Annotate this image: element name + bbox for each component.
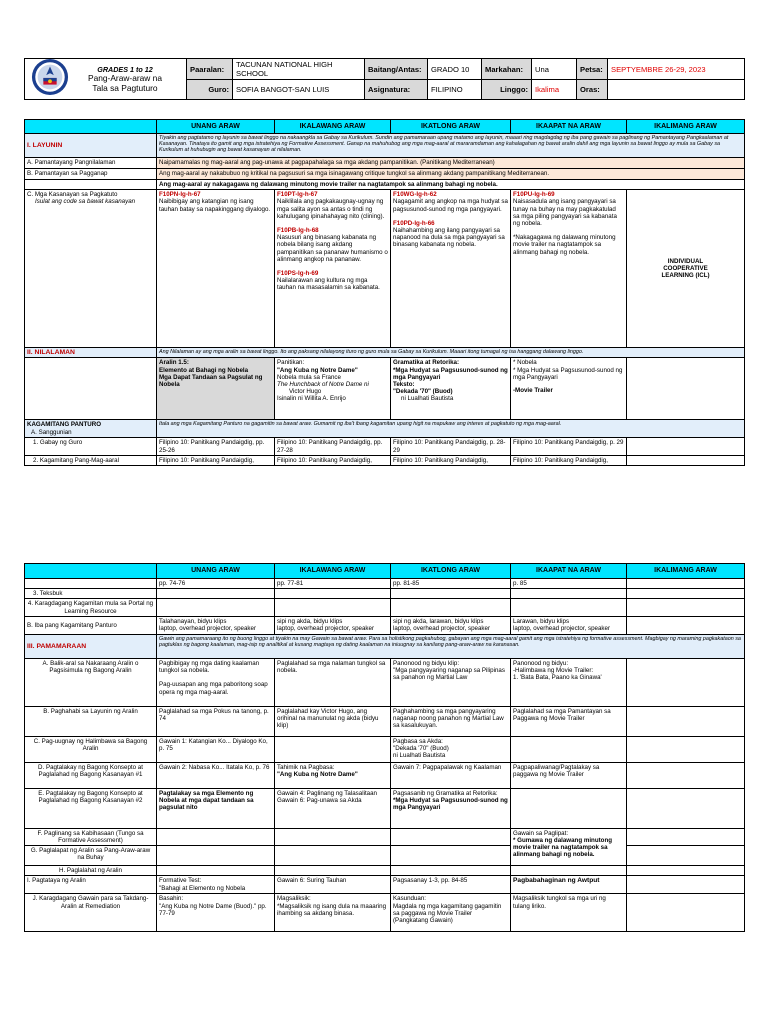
baitang-value: GRADO 10: [428, 59, 482, 80]
pamamaraan-label: III. PAMAMARAAN: [25, 634, 157, 658]
paglinang-day4-b: * Gumawa ng dalawang minutong movie trailer na nagtatampok sa alinmang bahagi ng nobela.: [513, 837, 613, 859]
t2-day-1: UNANG ARAW: [157, 564, 275, 579]
balik-aral-day4: Panonood ng bidyu: -Halimbawa ng Movie Trailer: 1. 'Bata Bata, Paano ka Ginawa': [511, 658, 627, 706]
nilalaman-day2-a: Panitikan:: [277, 359, 305, 367]
code-f10ps: F10PS-Ig-h-69: [277, 270, 319, 278]
teksbuk-day2: [275, 589, 391, 599]
kasanayan-day4-text1: Naisasadula ang isang pangyayari sa tunay na buhay na may pagkakatulad sa mga piling pangyayari sa kabanata ng nobela.: [513, 198, 617, 228]
layunin-text: Tiyakin ang pagtatamo ng layunin sa bawat linggo na nakaangkla sa Gabay sa Kurikulum. Sundin ang pamamaraan upang matamo ang layunin, maaari ring magdagdag ng iba pang gawain sa paglinang ng Pamantayang Pangkaalaman at Kasanayan. Tinataya ito gamit ang mga istratehiya ng Formative Assessment. Ganap na mahuhubog ang mga mag-aaral at mararamdaman ang kahalagahan ng bawat aralin dahil ang mga layunin sa bawat linggo ay mula sa Gabay sa Kurikulum at huhubugin ang bawat kasanayan at nilalaman.: [157, 134, 745, 158]
pages-spacer: [25, 579, 157, 589]
nilalaman-day2-f: Isinalin ni Willita A. Enrijo: [277, 395, 346, 403]
pagtalakay-1-day3: Gawain 7: Pagpapalawak ng Kaalaman: [391, 762, 511, 788]
code-f10pu: F10PU-Ig-h-69: [513, 191, 555, 199]
paglalapat-day5: [627, 846, 745, 866]
kasanayan-day2-text1: Naiklilala ang pagkakaugnay-ugnay ng mga salita ayon sa antas o tindi ng kahulugang ipinahahayag nito (clining).: [277, 198, 385, 220]
nilalaman-day2-e: Victor Hugo: [289, 388, 322, 396]
pages-day3: pp. 81-85: [391, 579, 511, 589]
nilalaman-day2-b: "Ang Kuba ng Notre Dame": [277, 366, 358, 374]
pamamaraan-text: Gawin ang pamamaraang ito ng buong linggo at tiyakin na may Gawain sa bawat araw. Para sa holistikong pagkahubog, gabayan ang mga mag-aaral gamit ang mga istratehiya ng formative assessment. Magbigay ng maraming pagkakataon sa pagtuklas ng bagong kaalaman, mag-isip ng analitikal at kusang magtaya ng dating kaalaman na iniuugnay sa kanilang pang-araw-araw na karanasan.: [157, 634, 745, 658]
iba-pang-kagamitan-day4: Larawan, bidyu klips laptop, overhead projector, speaker: [511, 616, 627, 634]
gabay-guro-day5: [627, 438, 745, 455]
paghahabi-day1: Paglalahad sa mga Pokus na tanong, p. 74: [157, 706, 275, 736]
teksbuk-day1: [157, 589, 275, 599]
markahan-label: Markahan:: [482, 59, 532, 80]
kasanayan-day2-text2: Nasusuri ang binasang kabanata ng nobela bilang isang akdang pampanitikan sa pananaw humanismo o alinmang angkop na pananaw.: [277, 234, 388, 263]
paghahabi-label: B. Paghahabi sa Layunin ng Aralin: [25, 706, 157, 736]
doc-title-line2: Tala sa Pagtuturo: [92, 82, 158, 93]
pagtataya-day4: Pagbabahaginan ng Awtput: [511, 876, 627, 894]
paglalapat-label: G. Paglalapat ng Aralin sa Pang-Araw-araw na Buhay: [25, 846, 157, 866]
kagamitang-mag-aaral-label: 2. Kagamitang Pang-Mag-aaral: [25, 455, 157, 465]
pagtataya-day2: Gawain 6: Suring Tauhan: [275, 876, 391, 894]
pagtalakay-2-day2: Gawain 4: Paglinang ng Talasalitaan Gawain 6: Pag-unawa sa Akda: [275, 788, 391, 828]
paglalahat-day5: [627, 866, 745, 876]
kagamitang-panturo-label: KAGAMITANG PANTURO: [27, 421, 102, 429]
asignatura-value: FILIPINO: [428, 80, 482, 100]
pagtalakay-1-day5: [627, 762, 745, 788]
pages-day1: pp. 74-76: [157, 579, 275, 589]
balik-aral-day5: [627, 658, 745, 706]
nilalaman-text: Ang Nilalaman ay ang mga aralin sa bawat linggo. Ito ang paksang nilalayong ituro ng guro mula sa Gabay sa Kurikulum. Maaari itong tumagal ng isa hanggang dalawang linggo.: [157, 348, 745, 358]
teksbuk-label: 3. Teksbuk: [25, 589, 157, 599]
kasanayan-day1-text: Naibibigay ang katangian ng isang tauhan batay sa napakinggang diyalogo.: [159, 198, 271, 213]
lr-day4: [511, 599, 627, 616]
kasanayan-day4-text2: *Nakagagawa ng dalawang minutong movie trailer na nagtatampok sa alinmang bahagi ng nobela.: [513, 234, 616, 256]
pagtalakay-2-day3-a: Pagsasanib ng Gramatika at Retorika:: [393, 789, 498, 797]
paglalapat-day2: [275, 846, 391, 866]
kasanayan-day5: INDIVIDUAL COOPERATIVE LEARNING (ICL): [627, 190, 745, 348]
nilalaman-spacer: [25, 358, 157, 420]
paaralan-value: TACUNAN NATIONAL HIGH SCHOOL: [233, 59, 365, 80]
nilalaman-day4-a: * Nobela: [513, 359, 537, 367]
teksbuk-day4: [511, 589, 627, 599]
code-f10pt: F10PT-Ig-h-67: [277, 191, 318, 199]
iba-pang-kagamitan-day3: sipi ng akda, larawan, bidyu klips laptop, overhead projector, speaker: [391, 616, 511, 634]
nilalaman-day5: [627, 358, 745, 420]
takdang-aralin-day4: Magsaliksik tungkol sa mga uri ng tulang liriko.: [511, 894, 627, 932]
pagtalakay-2-day3: [391, 788, 511, 828]
pagganap-text-2: Ang mag-aaral ay nakagagawa ng dalawang minutong movie trailer na nagtatampok sa alinmang bahagi ng nobela.: [157, 180, 745, 190]
lesson-table-2: [24, 563, 745, 932]
paglalapat-day3: [391, 846, 511, 866]
kasanayan-day2-text3: Nailalarawan ang kultura ng mga tauhan na masasalamin sa kabanata.: [277, 277, 380, 292]
takdang-aralin-day3: Kasunduan: Magdala ng mga kagamitang gagamitin sa paggawa ng Movie Trailer (Pangkatang Gawain): [391, 894, 511, 932]
paglalahat-label: H. Paglalahat ng Aralin: [25, 866, 157, 876]
lesson-table-1: [24, 119, 745, 466]
sanggunian-label: A. Sanggunian: [31, 428, 72, 436]
kagamitang-panturo-cell: [25, 420, 157, 438]
lr-day2: [275, 599, 391, 616]
header-table: [24, 58, 745, 100]
pagtalakay-2-label: E. Pagtalakay ng Bagong Konsepto at Paglalahad ng Bagong Kasanayan #2: [25, 788, 157, 828]
pamantayan-pagganap-label: B. Pamantayan sa Pagganap: [25, 169, 157, 180]
balik-aral-day2: Paglalahad sa mga nalaman tungkol sa nobela.: [275, 658, 391, 706]
code-f10wg: F10WG-Ig-h-62: [393, 191, 437, 199]
t2-day-2: IKALAWANG ARAW: [275, 564, 391, 579]
pagtalakay-2-day5: [627, 788, 745, 828]
gabay-guro-day3: Filipino 10: Panitikang Pandaigdig, p. 28-29: [391, 438, 511, 455]
pagtalakay-1-label: D. Pagtalakay ng Bagong Konsepto at Paglalahad ng Bagong Kasanayan #1: [25, 762, 157, 788]
karagdagang-kagamitan-label: 4. Karagdagang Kagamitan mula sa Portal ng Learning Resource: [25, 599, 157, 616]
nilalaman-day1: Aralin 1.5: Elemento at Bahagi ng Nobela Mga Dapat Tandaan sa Pagsulat ng Nobela: [157, 358, 275, 420]
kagamitang-mag-aaral-day4: Filipino 10: Panitikang Pandaigdig,: [511, 455, 627, 465]
iba-pang-kagamitan-day5: [627, 616, 745, 634]
pagtalakay-1-day2: [275, 762, 391, 788]
kasanayan-day3: [391, 190, 511, 348]
code-f10pn: F10PN-Ig-h-67: [159, 191, 201, 199]
iba-pang-kagamitan-day1: Talahanayan, bidyu klips laptop, overhead projector, speaker: [157, 616, 275, 634]
nilalaman-day2-d: The Hunchback of Notre Dame ni: [277, 381, 369, 389]
t1-day-2: IKALAWANG ARAW: [275, 120, 391, 134]
grades-label: GRADES 1 to 12: [97, 65, 153, 74]
kasanayan-day1: [157, 190, 275, 348]
nilalaman-day3-a: Gramatika at Retorika:: [393, 359, 460, 367]
paglinang-label: F. Paglinang sa Kabihasaan (Tungo sa Formative Assessment): [25, 828, 157, 845]
paglalahat-day3: [391, 866, 511, 876]
kagamitang-mag-aaral-day1: Filipino 10: Panitikang Pandaigdig,: [157, 455, 275, 465]
petsa-label: Petsa:: [577, 59, 608, 80]
oras-value: [608, 80, 745, 100]
lr-day3: [391, 599, 511, 616]
pag-uugnay-day5: [627, 736, 745, 762]
gabay-guro-day4: Filipino 10: Panitikang Pandaigdig, p. 29: [511, 438, 627, 455]
asignatura-label: Asignatura:: [365, 80, 428, 100]
t2-corner: [25, 564, 157, 579]
balik-aral-label: A. Balik-aral sa Nakaraang Aralin o Pagsisimula ng Bagong Aralin: [25, 658, 157, 706]
teksbuk-day3: [391, 589, 511, 599]
t1-day-5: IKALIMANG ARAW: [627, 120, 745, 134]
takdang-aralin-day2: Magsaliksik: *Magsaliksik ng isang dula na maaaring ihambing sa akdang binasa.: [275, 894, 391, 932]
paghahabi-day3: Paghahambing sa mga pangyayaring naganap noong panahon ng Martial Law sa kasalukuyan.: [391, 706, 511, 736]
gabay-guro-day1: Filipino 10: Panitikang Pandaigdig, pp. 25-26: [157, 438, 275, 455]
pagtalakay-1-day2-b: "Ang Kuba ng Notre Dame": [277, 771, 358, 779]
nilalaman-day4-b: * Mga Hudyat sa Pagsusunod-sunod ng mga Pangyayari: [513, 366, 623, 381]
paglinang-day2: [275, 828, 391, 845]
baitang-label: Baitang/Antas:: [365, 59, 428, 80]
pagtataya-day5: [627, 876, 745, 894]
nilalaman-day4-c: -Movie Trailer: [513, 387, 553, 395]
code-f10pb: F10PB-Ig-h-68: [277, 227, 319, 235]
paglinang-day4-a: Gawain sa Paglipat:: [513, 829, 569, 837]
pag-uugnay-day2: [275, 736, 391, 762]
gabay-guro-day2: Filipino 10: Panitikang Pandaigdig, pp. 27-28: [275, 438, 391, 455]
pagtataya-day3: Pagsasanay 1-3, pp. 84-85: [391, 876, 511, 894]
pag-uugnay-day3: Pagbasa sa Akda: "Dekada '70" (Buod) ni Lualhati Bautista: [391, 736, 511, 762]
pagganap-spacer: [25, 180, 157, 190]
header-title-cell: [25, 59, 187, 100]
takdang-aralin-day5: [627, 894, 745, 932]
paaralan-label: Paaralan:: [187, 59, 233, 80]
guro-label: Guro:: [187, 80, 233, 100]
t2-day-4: IKAAPAT NA ARAW: [511, 564, 627, 579]
paglalahat-day2: [275, 866, 391, 876]
pagtalakay-1-day1: Gawain 2: Nabasa Ko... Itatala Ko, p. 76: [157, 762, 275, 788]
pagtalakay-1-day4: Pagpapaliwanag/Pagtalakay sa paggawa ng Movie Trailer: [511, 762, 627, 788]
paghahabi-day4: Paglalahad sa mga Pamantayan sa Paggawa ng Movie Trailer: [511, 706, 627, 736]
kasanayan-label: C. Mga Kasanayan sa Pagkatuto: [27, 191, 118, 199]
oras-label: Oras:: [577, 80, 608, 100]
pag-uugnay-label: C. Pag-uugnay ng Halimbawa sa Bagong Aralin: [25, 736, 157, 762]
pages-day4: p. 85: [511, 579, 627, 589]
doc-title-line1: Pang-Araw-araw na: [87, 73, 162, 83]
pag-uugnay-day1: Gawain 1: Katangian Ko... Diyalogo Ko, p. 75: [157, 736, 275, 762]
t2-day-3: IKATLONG ARAW: [391, 564, 511, 579]
layunin-label: I. LAYUNIN: [25, 134, 157, 158]
pag-uugnay-day4: [511, 736, 627, 762]
nilalaman-day3-b: *Mga Hudyat sa Pagsusunod-sunod ng mga Pangyayari: [393, 366, 508, 381]
nilalaman-day3-d: "Dekada '70" (Buod): [393, 388, 453, 396]
paghahabi-day5: [627, 706, 745, 736]
nilalaman-day3: [391, 358, 511, 420]
t2-day-5: IKALIMANG ARAW: [627, 564, 745, 579]
paglalahat-day4: [511, 866, 627, 876]
paglinang-day5: [627, 828, 745, 845]
t1-corner: [25, 120, 157, 134]
nilalaman-day2-c: Nobela mula sa France: [277, 373, 341, 381]
nilalaman-day4: [511, 358, 627, 420]
kasanayan-sub: Isulat ang code sa bawat kasanayan: [35, 198, 136, 206]
pamantayang-pangnilalaman-text: Naipamamalas ng mag-aaral ang pag-unawa at pagpapahalaga sa mga akdang pampanitikan. (Panitikang Mediterranean): [157, 158, 745, 169]
pagtalakay-1-day2-a: Tahimik na Pagbasa:: [277, 763, 335, 771]
pages-day2: pp. 77-81: [275, 579, 391, 589]
balik-aral-day1: Pagbibigay ng mga dating kaalaman tungkol sa nobela. Pag-uusapan ang mga paboritong soap opera ng mga mag-aaral.: [157, 658, 275, 706]
paglinang-day4: [511, 828, 627, 865]
takdang-aralin-label: J. Karagdagang Gawain para sa Takdang-Aralin at Remediation: [25, 894, 157, 932]
guro-value: SOFIA BANGOT-SAN LUIS: [233, 80, 365, 100]
t1-day-3: IKATLONG ARAW: [391, 120, 511, 134]
pages-day5: [627, 579, 745, 589]
pamantayang-pangnilalaman-label: A. Pamantayang Pangnilalaman: [25, 158, 157, 169]
kagamitang-panturo-text: Itala ang mga Kagamitang Panturo na gagamitin sa bawat araw. Gumamit ng iba't ibang kagamitan upang higit na mapukaw ang interes at pagkatuto ng mga mag-aaral.: [157, 420, 745, 438]
gabay-guro-label: 1. Gabay ng Guro: [25, 438, 157, 455]
paglalahat-day1: [157, 866, 275, 876]
t1-day-4: IKAAPAT NA ARAW: [511, 120, 627, 134]
lr-day1: [157, 599, 275, 616]
kagamitang-mag-aaral-day2: Filipino 10: Panitikang Pandaigdig,: [275, 455, 391, 465]
pamantayan-pagganap-text: Ang mag-aaral ay nakabubuo ng kritikal na pagsusuri sa mga isinagawang critique tungkol sa alinmang akdang pampanitikang Mediterranean.: [157, 169, 745, 180]
pagtalakay-2-day4: [511, 788, 627, 828]
kasanayan-day4: [511, 190, 627, 348]
nilalaman-day2: [275, 358, 391, 420]
code-f10pd: F10PD-Ig-h-66: [393, 219, 435, 227]
kasanayan-day2: [275, 190, 391, 348]
nilalaman-day3-c: Teksto:: [393, 381, 415, 389]
paglinang-day1: [157, 828, 275, 845]
paglinang-day3: [391, 828, 511, 845]
paghahabi-day2: Paglalahad kay Victor Hugo, ang orihinal na manunulat ng akda (bidyu klip): [275, 706, 391, 736]
t1-day-1: UNANG ARAW: [157, 120, 275, 134]
linggo-label: Linggo:: [482, 80, 532, 100]
petsa-value: SEPTYEMBRE 26-29, 2023: [608, 59, 745, 80]
pagtataya-day1: Formative Test: "Bahagi at Elemento ng Nobela: [157, 876, 275, 894]
kagamitang-mag-aaral-day3: Filipino 10: Panitikang Pandaigdig,: [391, 455, 511, 465]
iba-pang-kagamitan-day2: sipi ng akda, bidyu klips laptop, overhead projector, speaker: [275, 616, 391, 634]
balik-aral-day3: Panonood ng bidyu klip: "Mga pangyayaring naganap sa Pilipinas sa panahon ng Martial Law: [391, 658, 511, 706]
linggo-value: Ikalima: [532, 80, 577, 100]
kagamitang-mag-aaral-day5: [627, 455, 745, 465]
kasanayan-label-cell: [25, 190, 157, 348]
nilalaman-day3-e: ni Lualhati Bautista: [401, 395, 454, 403]
pagtataya-label: I. Pagtataya ng Aralin: [25, 876, 157, 894]
markahan-value: Una: [532, 59, 577, 80]
nilalaman-label: II. NILALAMAN: [25, 348, 157, 358]
iba-pang-kagamitan-label: B. Iba pang Kagamitang Panturo: [25, 616, 157, 634]
kasanayan-day3-text2: Naihahambing ang ilang pangyayari sa napanood na dula sa mga pangyayari sa binasang kabanata ng nobela.: [393, 227, 505, 249]
pagtalakay-2-day1: Pagtalakay sa mga Elemento ng Nobela at mga dapat tandaan sa pagsulat nito: [157, 788, 275, 828]
paglalapat-day1: [157, 846, 275, 866]
takdang-aralin-day1: Basahin: "Ang Kuba ng Notre Dame (Buod)." pp. 77-79: [157, 894, 275, 932]
lr-day5: [627, 599, 745, 616]
teksbuk-day5: [627, 589, 745, 599]
kasanayan-day3-text1: Nagagamit ang angkop na mga hudyat sa pagsusunod-sunod ng mga pangyayari.: [393, 198, 508, 213]
pagtalakay-2-day3-b: *Mga Hudyat sa Pagsusunod-sunod ng mga Pangyayari: [393, 797, 508, 812]
